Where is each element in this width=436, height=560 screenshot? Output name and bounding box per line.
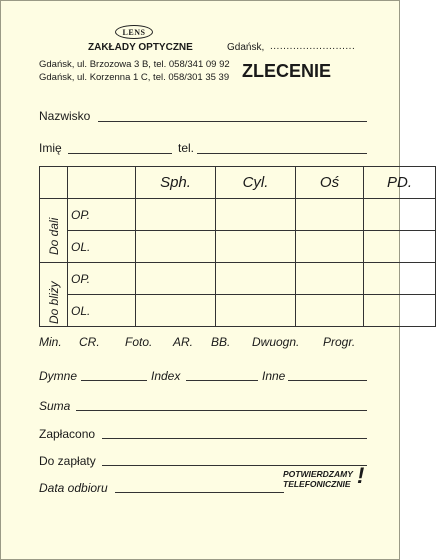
lens-logo (115, 25, 153, 39)
paid-label: Zapłacono (39, 427, 96, 441)
phone-field[interactable] (197, 153, 367, 154)
page-title: ZLECENIE (242, 61, 332, 81)
cell-pd[interactable] (364, 263, 436, 295)
row-label-left-eye: OL. (68, 231, 136, 263)
other-label: Inne (262, 369, 286, 383)
cell-sph[interactable] (136, 263, 216, 295)
cell-axis[interactable] (296, 263, 364, 295)
cell-cyl[interactable] (216, 231, 296, 263)
cell-cyl[interactable] (216, 295, 296, 327)
option-bb[interactable]: BB. (211, 335, 231, 349)
address-line-1: Gdańsk, ul. Brzozowa 3 B, tel. 058/341 09 92 (39, 59, 230, 70)
option-foto[interactable]: Foto. (125, 335, 153, 349)
table-row (40, 199, 436, 231)
phone-confirm-notice (283, 469, 353, 489)
option-bifocal[interactable]: Dwuogn. (252, 335, 300, 349)
tinted-label: Dymne (39, 369, 78, 383)
index-label: Index (151, 369, 181, 383)
cell-sph[interactable] (136, 295, 216, 327)
cell-sph[interactable] (136, 231, 216, 263)
table-row (40, 231, 436, 263)
surname-field[interactable] (98, 121, 367, 122)
city-date-label: Gdańsk, (227, 42, 265, 53)
paid-field[interactable] (102, 438, 367, 439)
cell-axis[interactable] (296, 231, 364, 263)
exclamation-icon: ! (357, 463, 365, 488)
cell-cyl[interactable] (216, 199, 296, 231)
cell-sph[interactable] (136, 199, 216, 231)
corner-cell (40, 167, 68, 199)
tinted-field[interactable] (81, 380, 147, 381)
row-label-left-eye: OL. (68, 295, 136, 327)
cell-axis[interactable] (296, 199, 364, 231)
index-field[interactable] (186, 380, 258, 381)
phone-label: tel. (178, 141, 195, 155)
prescription-table (39, 166, 436, 327)
logo-text: LENS (122, 27, 146, 37)
option-cr[interactable]: CR. (79, 335, 100, 349)
cell-pd[interactable] (364, 295, 436, 327)
col-header-sph: Sph. (136, 167, 216, 199)
date-field[interactable]: .......................... (270, 41, 356, 52)
notice-line-2: TELEFONICZNIE (283, 479, 351, 489)
sum-label: Suma (39, 399, 71, 413)
option-min[interactable]: Min. (39, 335, 62, 349)
table-row (40, 263, 436, 295)
cell-pd[interactable] (364, 199, 436, 231)
sum-field[interactable] (76, 410, 367, 411)
group-label-near: Do bliży (47, 281, 61, 324)
due-label: Do zapłaty (39, 454, 96, 468)
pickup-date-label: Data odbioru (39, 481, 108, 495)
col-header-cyl: Cyl. (216, 167, 296, 199)
cell-pd[interactable] (364, 231, 436, 263)
row-label-right-eye: OP. (68, 199, 136, 231)
col-header-pd: PD. (364, 167, 436, 199)
company-name: ZAKŁADY OPTYCZNE (88, 42, 193, 53)
row-label-right-eye: OP. (68, 263, 136, 295)
address-line-2: Gdańsk, ul. Korzenna 1 C, tel. 058/301 35 39 (39, 72, 230, 83)
option-progressive[interactable]: Progr. (323, 335, 356, 349)
cell-cyl[interactable] (216, 263, 296, 295)
group-label-distance: Do dali (47, 217, 61, 255)
notice-line-1: POTWIERDZAMY (283, 469, 353, 479)
other-field[interactable] (288, 380, 367, 381)
cell-axis[interactable] (296, 295, 364, 327)
pickup-date-field[interactable] (115, 492, 284, 493)
first-name-field[interactable] (68, 153, 172, 154)
surname-label: Nazwisko (39, 109, 91, 123)
col-header-axis: Oś (296, 167, 364, 199)
option-ar[interactable]: AR. (173, 335, 194, 349)
blank-header-cell (68, 167, 136, 199)
table-header-row (40, 167, 436, 199)
due-field[interactable] (102, 465, 367, 466)
table-row (40, 295, 436, 327)
first-name-label: Imię (39, 141, 62, 155)
